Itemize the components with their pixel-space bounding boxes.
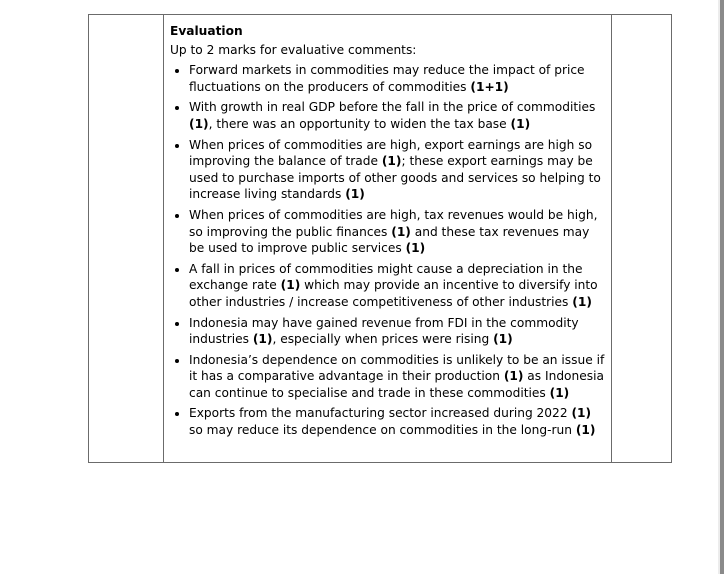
- mark-allocation: (1): [503, 369, 524, 384]
- mark-allocation: (1): [575, 423, 596, 438]
- list-item: [170, 62, 608, 95]
- bullet-text: , there was an opportunity to widen the tax base: [208, 116, 511, 131]
- bullet-text: so may reduce its dependence on commodities in the long-run: [189, 423, 576, 438]
- mark-allocation: (1+1): [470, 79, 509, 94]
- list-item: [170, 99, 608, 132]
- window-edge: [720, 0, 724, 574]
- bullet-text: Indonesia may have gained revenue from FDI in the commodity industries: [189, 315, 579, 347]
- bullet-text: A fall in prices of commodities might cause a depreciation in the exchange rate: [189, 261, 583, 293]
- question-cell: [89, 15, 164, 463]
- mark-allocation: (1): [510, 116, 531, 131]
- table-row: [89, 15, 672, 463]
- marks-cell: [612, 15, 672, 463]
- bullet-text: which may provide an incentive to diversify into other industries / increase competitiveness of other industries: [189, 278, 598, 309]
- mark-allocation: (1): [391, 224, 411, 239]
- mark-allocation: (1): [280, 278, 301, 293]
- mark-allocation: (1): [405, 241, 426, 256]
- bullet-text: With growth in real GDP before the fall in the price of commodities: [189, 100, 596, 115]
- mark-allocation: (1): [345, 187, 365, 202]
- bullet-text: , especially when prices were rising: [272, 332, 494, 347]
- answer-cell: [164, 15, 612, 463]
- mark-allocation: (1): [572, 294, 592, 309]
- mark-allocation: (1): [381, 154, 402, 169]
- mark-allocation: (1): [571, 406, 592, 421]
- mark-allocation: (1): [549, 385, 570, 400]
- bullet-text: and these tax revenues may be used to improve public services: [189, 224, 590, 256]
- list-item: [170, 207, 608, 257]
- list-item: [170, 352, 608, 402]
- bullet-text: Exports from the manufacturing sector increased during 2022: [189, 406, 572, 421]
- mark-scheme-table: [88, 14, 672, 463]
- bullet-text: Indonesia’s dependence on commodities is unlikely to be an issue if it has a comparative advantage in their production: [189, 352, 605, 384]
- bullet-text: as Indonesia can continue to specialise and trade in these commodities: [189, 369, 604, 400]
- bullet-text: ; these export earnings may be used to purchase imports of other goods and services so helping to increase living standards: [189, 154, 601, 202]
- mark-allocation: (1): [493, 332, 513, 347]
- list-item: [170, 315, 608, 348]
- bullet-text: When prices of commodities are high, export earnings are high so improving the balance of trade: [189, 137, 593, 169]
- list-item: [170, 137, 608, 203]
- list-item: [170, 261, 608, 311]
- bullet-text: When prices of commodities are high, tax revenues would be high, so improving the public finances: [189, 207, 598, 239]
- bullet-text: Forward markets in commodities may reduce the impact of price fluctuations on the producers of commodities: [189, 63, 585, 94]
- mark-allocation: (1): [252, 332, 273, 347]
- mark-allocation: (1): [189, 116, 209, 131]
- section-title: Evaluation: [170, 24, 243, 38]
- evaluation-list: [170, 62, 608, 438]
- list-item: [170, 405, 608, 438]
- intro-text: Up to 2 marks for evaluative comments:: [170, 42, 417, 57]
